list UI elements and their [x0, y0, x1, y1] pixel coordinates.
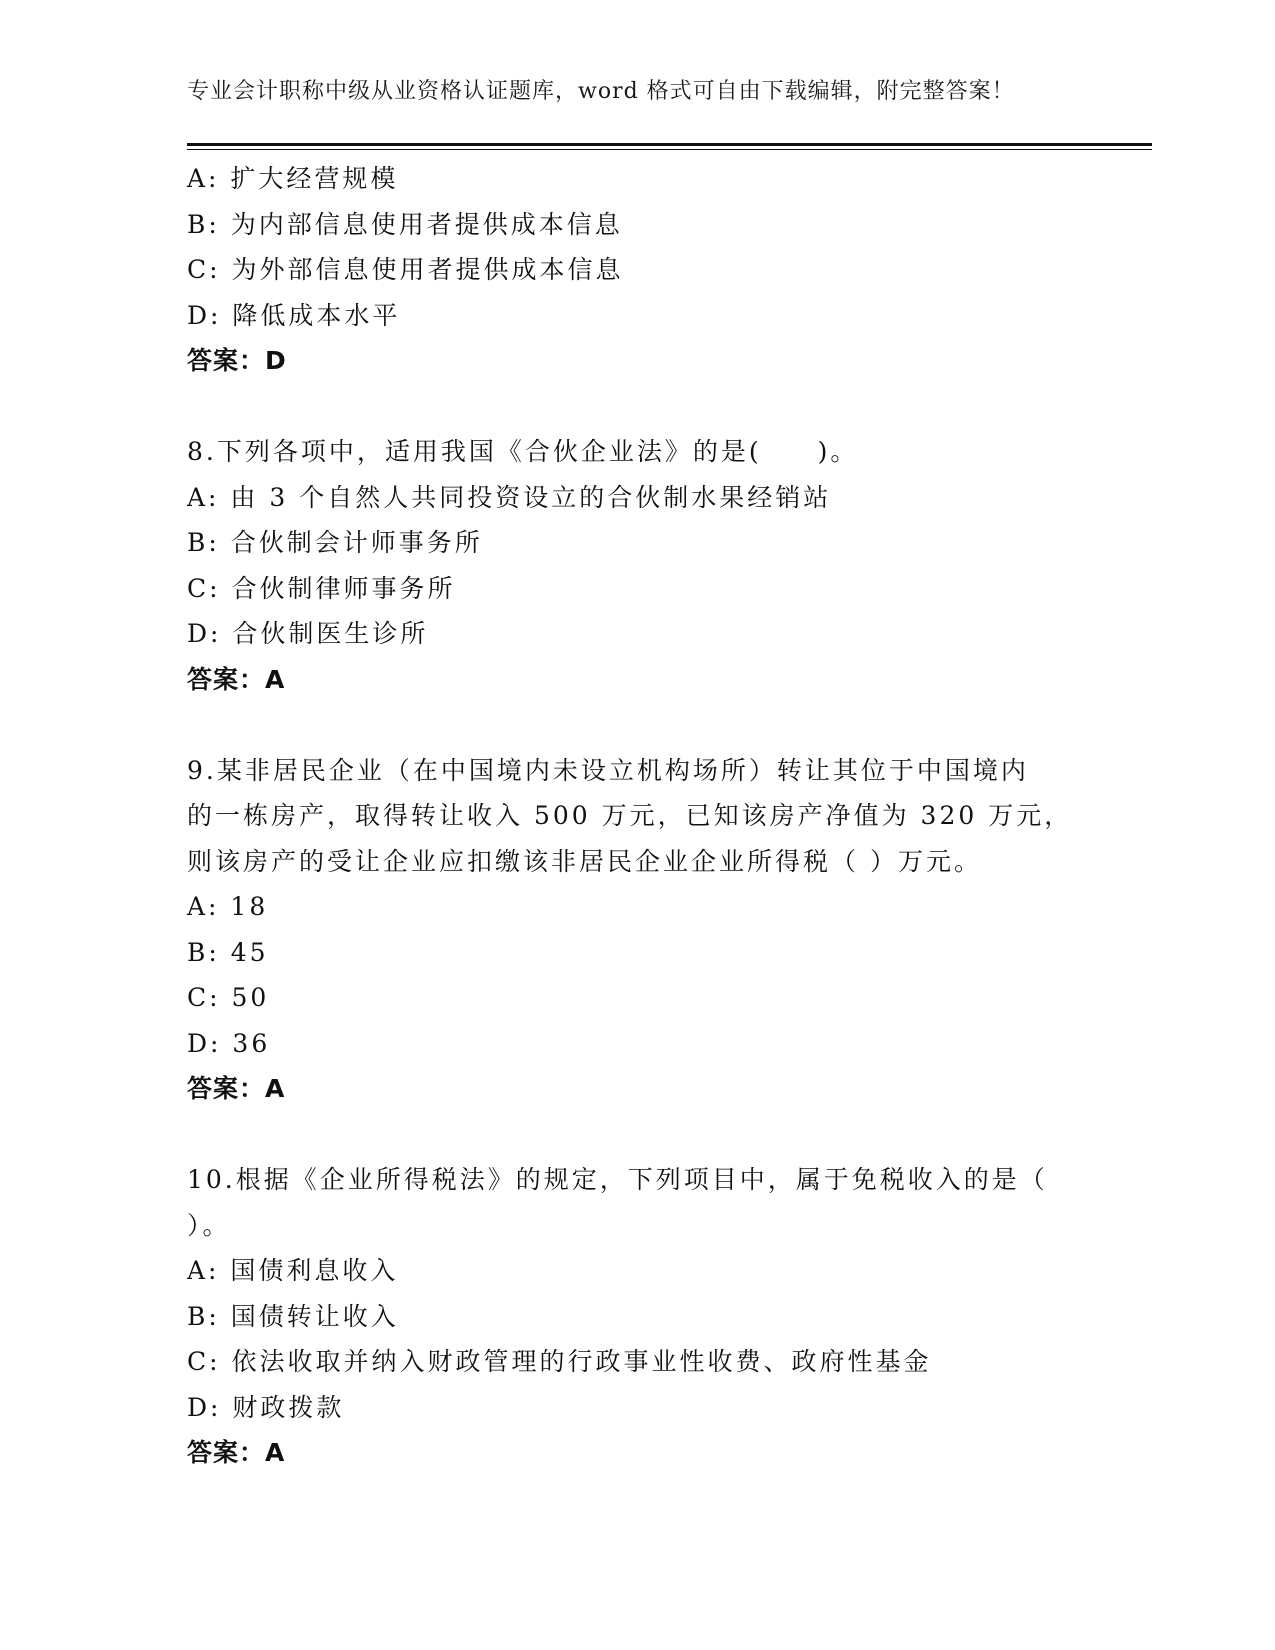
q9-stem-line-2: 的一栋房产，取得转让收入 500 万元，已知该房产净值为 320 万元， [187, 801, 1073, 830]
q9-stem-line-3: 则该房产的受让企业应扣缴该非居民企业企业所得税（ ）万元。 [187, 846, 982, 876]
q9-option-a: A: 18 [187, 892, 269, 921]
q9-option-d: D: 36 [187, 1028, 271, 1058]
question-gap [187, 1112, 1087, 1158]
q10-option-c: C: 依法收取并纳入财政管理的行政事业性收费、政府性基金 [187, 1347, 932, 1376]
header-rule-thick [187, 143, 1152, 146]
q10-stem-line-2: ）。 [187, 1210, 231, 1240]
question-gap [187, 702, 1087, 748]
q8-answer: 答案：A [187, 664, 286, 694]
q7-option-d: D: 降低成本水平 [187, 300, 401, 330]
q7-answer: 答案：D [187, 346, 287, 375]
header-rule-thin [187, 149, 1152, 150]
q9-answer: 答案：A [187, 1074, 286, 1103]
q8-option-b: B: 合伙制会计师事务所 [187, 528, 483, 557]
q8-option-c: C: 合伙制律师事务所 [187, 573, 456, 603]
q8-option-d: D: 合伙制医生诊所 [187, 619, 429, 648]
q9-stem-line-1: 9.某非居民企业（在中国境内未设立机构场所）转让其位于中国境内 [187, 755, 1029, 785]
question-gap [187, 384, 1087, 430]
q7-option-a: A: 扩大经营规模 [187, 164, 399, 193]
q10-answer: 答案：A [187, 1438, 286, 1467]
q9-option-b: B: 45 [187, 937, 269, 967]
q8-stem: 8.下列各项中，适用我国《合伙企业法》的是( )。 [187, 437, 859, 466]
q7-option-c: C: 为外部信息使用者提供成本信息 [187, 255, 624, 284]
page-header: 专业会计职称中级从业资格认证题库，word 格式可自由下载编辑，附完整答案！ [187, 79, 1015, 104]
question-content [187, 156, 1087, 1476]
q10-stem-line-1: 10.根据《企业所得税法》的规定，下列项目中，属于免税收入的是（ [187, 1165, 1048, 1194]
q7-option-b: B: 为内部信息使用者提供成本信息 [187, 209, 623, 239]
q9-option-c: C: 50 [187, 983, 270, 1012]
q10-option-b: B: 国债转让收入 [187, 1301, 399, 1331]
q8-option-a: A: 由 3 个自然人共同投资设立的合伙制水果经销站 [187, 482, 832, 512]
q10-option-a: A: 国债利息收入 [187, 1256, 399, 1285]
q10-option-d: D: 财政拨款 [187, 1392, 345, 1422]
